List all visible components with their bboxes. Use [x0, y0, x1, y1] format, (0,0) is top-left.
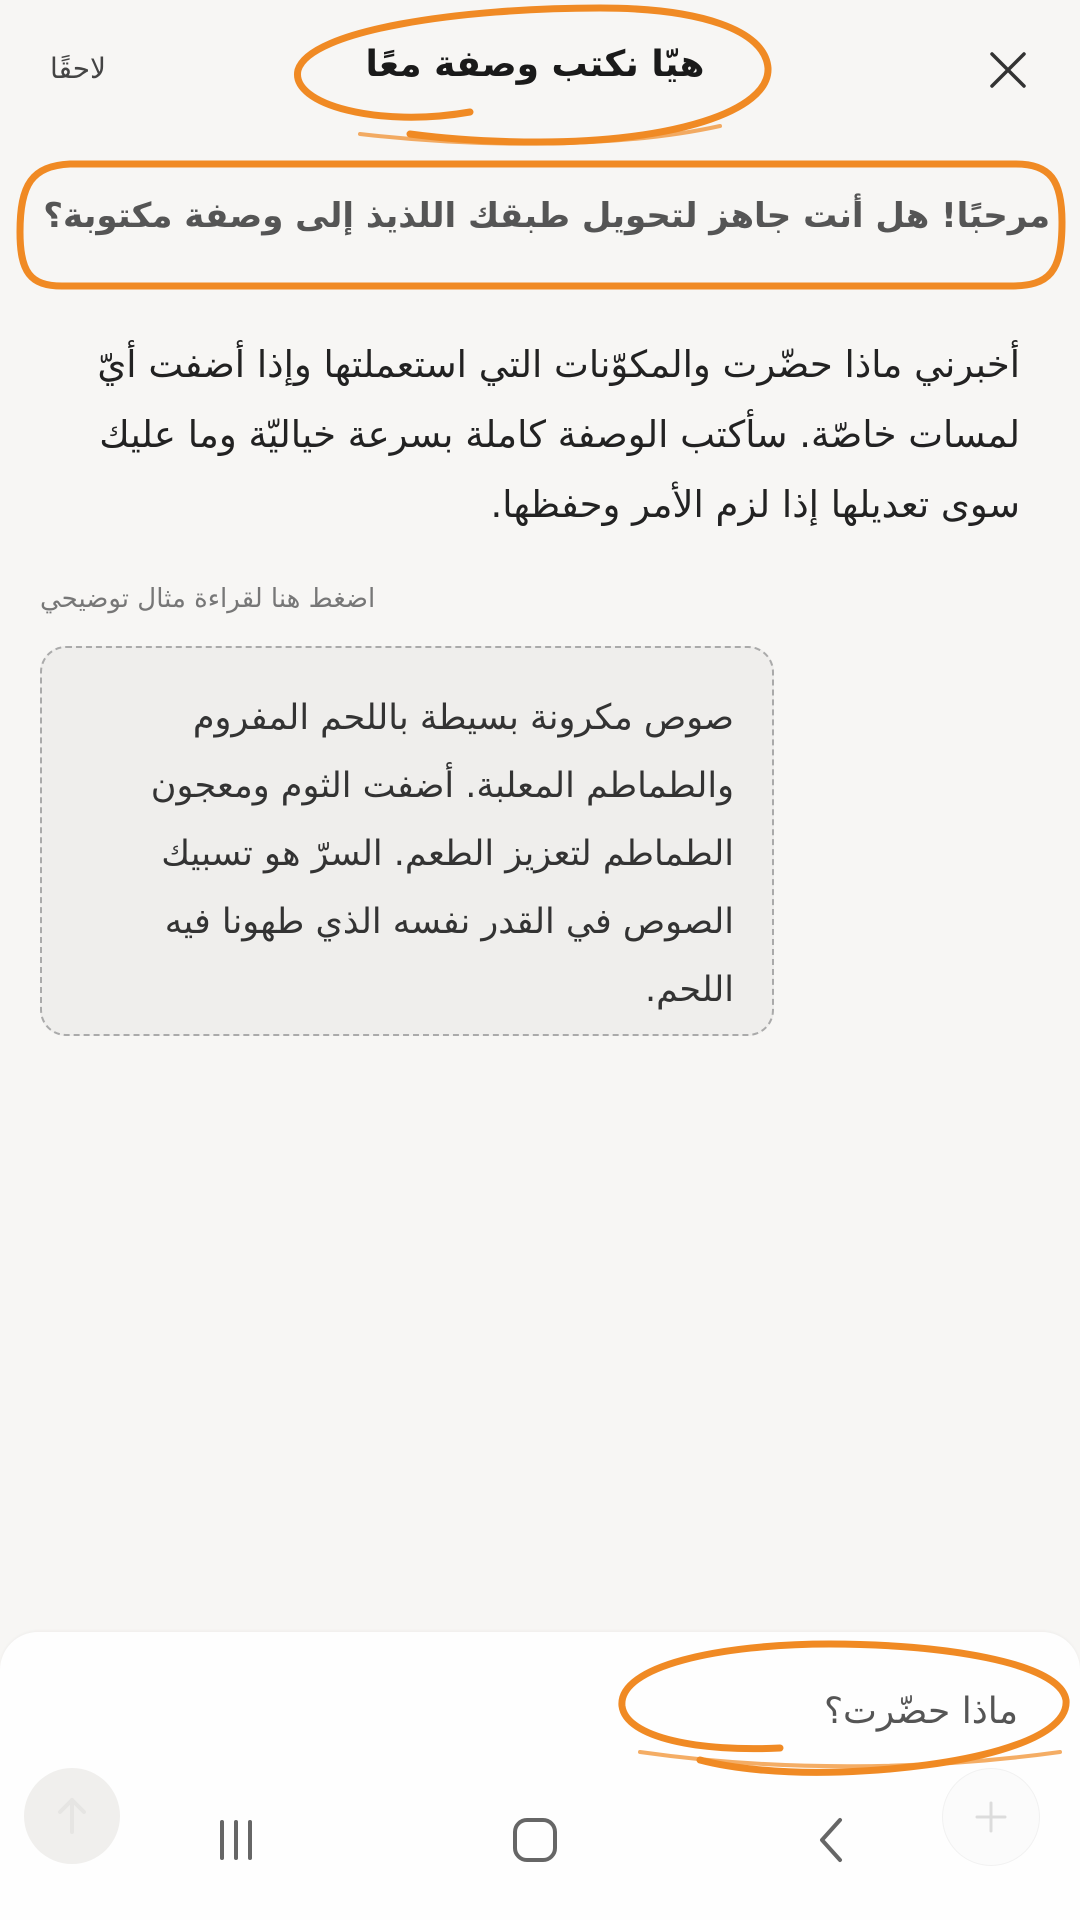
recent-apps-icon — [196, 1800, 276, 1880]
back-button[interactable] — [792, 1800, 872, 1880]
prompt-input[interactable] — [316, 1682, 1020, 1740]
send-button[interactable] — [24, 1768, 120, 1864]
recent-apps-button[interactable] — [196, 1800, 276, 1880]
example-hint-link[interactable]: اضغط هنا لقراءة مثال توضيحي — [40, 584, 376, 614]
send-arrow-icon — [24, 1768, 120, 1864]
home-icon — [495, 1800, 575, 1880]
page-title: هيّا نكتب وصفة معًا — [365, 44, 705, 85]
greeting-message: مرحبًا! هل أنت جاهز لتحويل طبقك اللذيذ إلى وصفة مكتوبة؟ — [43, 196, 1050, 236]
plus-icon — [943, 1769, 1039, 1865]
instructions-text: أخبرني ماذا حضّرت والمكوّنات التي استعملتها وإذا أضفت أيّ لمسات خاصّة. سأكتب الوصفة كاملة بسرعة خياليّة وما عليك سوى تعديلها إذا لزم الأمر وحفظها. — [97, 343, 1020, 526]
back-icon — [792, 1800, 872, 1880]
top-bar — [0, 0, 1080, 150]
later-button[interactable]: لاحقًا — [50, 52, 106, 85]
example-card[interactable]: صوص مكرونة بسيطة باللحم المفروم والطماطم المعلبة. أضفت الثوم ومعجون الطماطم لتعزيز الطعم. السرّ هو تسبيك الصوص في القدر نفسه الذي طهونا فيه اللحم. — [40, 646, 774, 1036]
close-button[interactable] — [976, 38, 1040, 102]
close-icon — [976, 38, 1040, 102]
add-button[interactable] — [942, 1768, 1040, 1866]
home-button[interactable] — [495, 1800, 575, 1880]
